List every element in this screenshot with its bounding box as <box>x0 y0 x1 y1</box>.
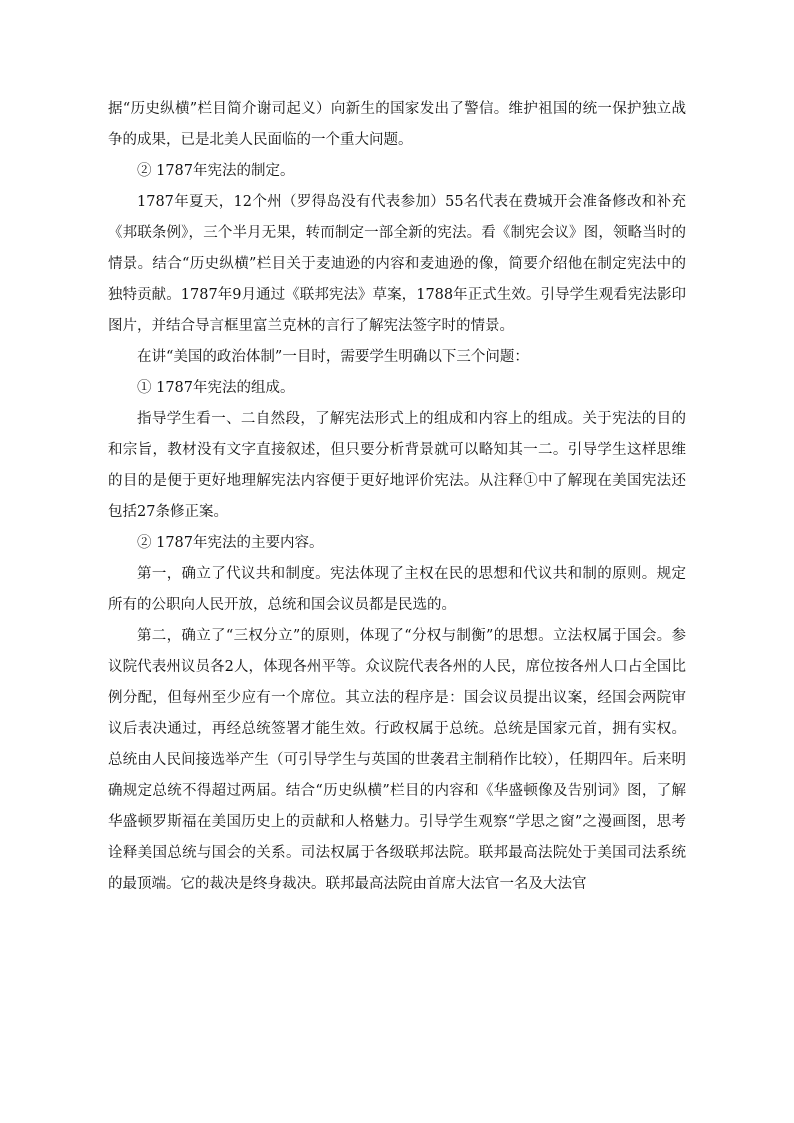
document-page <box>108 94 686 900</box>
paragraph-2: ② 1787年宪法的制定。 <box>137 163 295 179</box>
paragraph-9: 第二，确立了“三权分立”的原则，体现了“分权与制衡”的思想。立法权属于国会。参议院代表州议员各2人，体现各州平等。众议院代表各州的人民，席位按各州人口占全国比例分配，但每州至少应有一个席位。其立法的程序是：国会议员提出议案，经国会两院审议后表决通过，再经总统签署才能生效。行政权属于总统。总统是国家元首，拥有实权。总统由人民间接选举产生（可引导学生与英国的世袭君主制稍作比较），任期四年。后来明确规定总统不得超过两届。结合“历史纵横”栏目的内容和《华盛顿像及告别词》图，了解华盛顿罗斯福在美国历史上的贡献和人格魅力。引导学生观察“学思之窗”之漫画图，思考诠释美国总统与国会的关系。司法权属于各级联邦法院。联邦最高法院处于美国司法系统的最顶端。它的裁决是终身裁决。联邦最高法院由首席大法官一名及大法官 <box>108 628 686 892</box>
paragraph-1: 据“历史纵横”栏目简介谢司起义）向新生的国家发出了警信。维护祖国的统一保护独立战争的成果，已是北美人民面临的一个重大问题。 <box>108 101 686 148</box>
paragraph-6: 指导学生看一、二自然段，了解宪法形式上的组成和内容上的组成。关于宪法的目的和宗旨，教材没有文字直接叙述，但只要分析背景就可以略知其一二。引导学生这样思维的目的是便于更好地理解宪法内容便于更好地评价宪法。从注释①中了解现在美国宪法还包括27条修正案。 <box>108 411 686 520</box>
paragraph-3: 1787年夏天，12个州（罗得岛没有代表参加）55名代表在费城开会准备修改和补充《邦联条例》，三个半月无果，转而制定一部全新的宪法。看《制宪会议》图，领略当时的情景。结合“历史纵横”栏目关于麦迪逊的内容和麦迪逊的像，简要介绍他在制定宪法中的独特贡献。1787年9月通过《联邦宪法》草案，1788年正式生效。引导学生观看宪法影印图片，并结合导言框里富兰克林的言行了解宪法签字时的情景。 <box>108 194 686 334</box>
paragraph-4: 在讲“美国的政治体制”一目时，需要学生明确以下三个问题： <box>137 349 529 365</box>
paragraph-8: 第一，确立了代议共和制度。宪法体现了主权在民的思想和代议共和制的原则。规定所有的公职向人民开放，总统和国会议员都是民选的。 <box>108 566 686 613</box>
paragraph-5: ① 1787年宪法的组成。 <box>137 380 295 396</box>
paragraph-7: ② 1787年宪法的主要内容。 <box>137 535 324 551</box>
